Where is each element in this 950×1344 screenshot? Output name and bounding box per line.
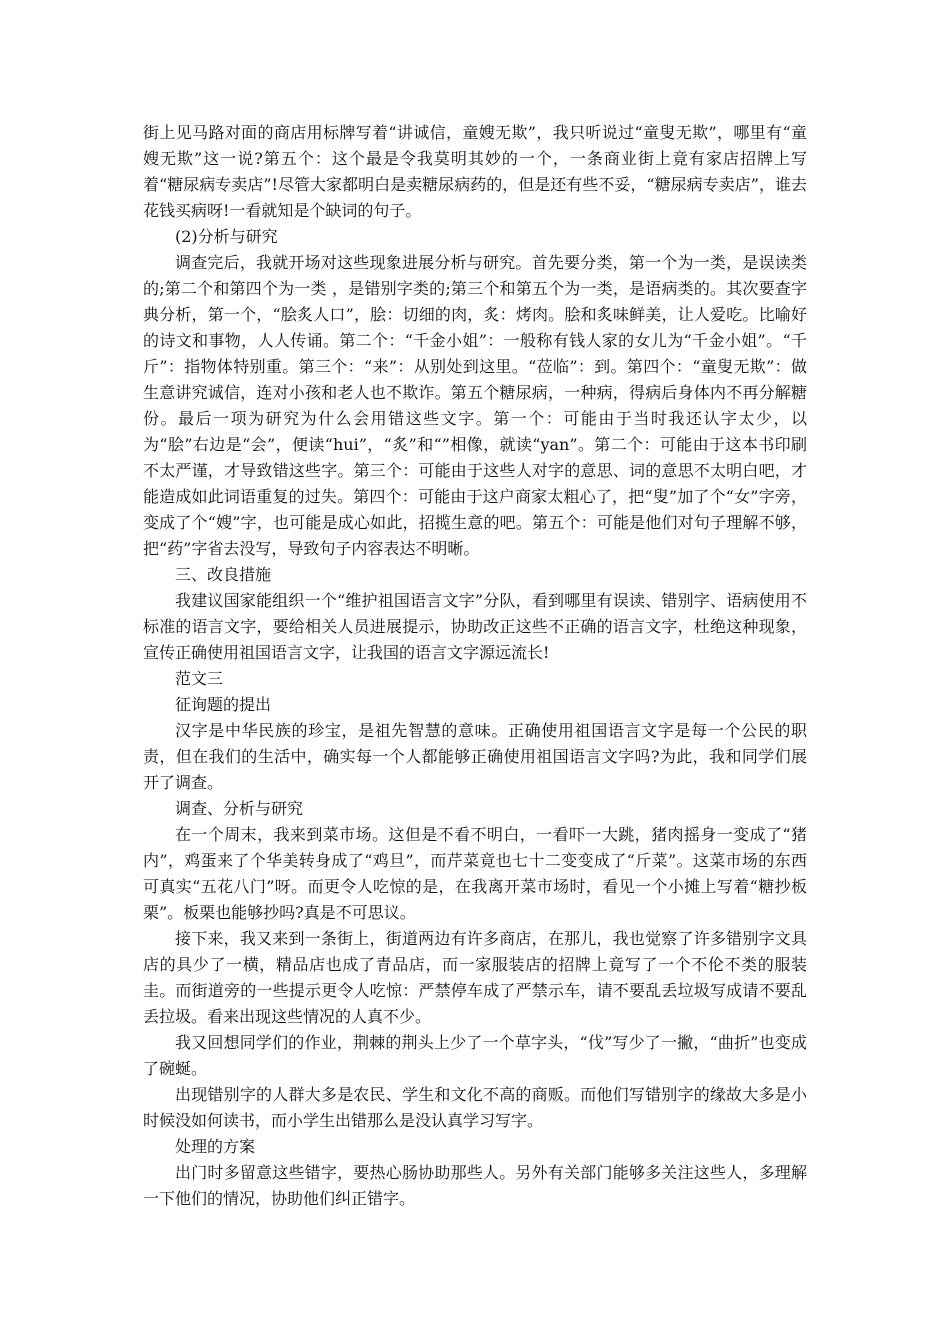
paragraph-market: 在一个周末，我来到菜市场。这但是不看不明白，一看吓一大跳，猪肉摇身一变成了“猪内”，鸡蛋来了个华美转身成了“鸡旦”，而芹菜竟也七十二变变成了“斤菜”。这菜市场的东西可真实“五花八门”呀。而更令人吃惊的是，在我离开菜市场时，看见一个小摊上写着“糖抄板栗”。板栗也能够抄吗?真是不可思议。	[143, 825, 807, 922]
paragraph-continued-survey: 街上见马路对面的商店用标牌写着“讲诚信，童嫂无欺”，我只听说过“童叟无欺”，哪里有“童嫂无欺”这一说?第五个：这个最是令我莫明其妙的一个，一条商业街上竟有家店招牌上写着“糖尿病专卖店”!尽管大家都明白是卖糖尿病药的，但是还有些不妥，“糖尿病专卖店”，谁去花钱买病呀!一看就知是个缺词的句子。	[143, 123, 807, 220]
paragraph-analysis: 调查完后，我就开场对这些现象进展分析与研究。首先要分类，第一个为一类，是误读类的;第二个和第四个为一类 ，是错别字类的;第三个和第五个为一类，是语病类的。其次要查字典分析，第一个，“脍炙人口”，脍：切细的肉，炙：烤肉。脍和炙味鲜美，让人爱吃。比喻好的诗文和事物，人人传诵。第二个：“千金小姐”：一般称有钱人家的女儿为“千金小姐”。“千斤”：指物体特别重。第三个：“来”：从别处到这里。“莅临”：到。第四个：“童叟无欺”：做生意讲究诚信，连对小孩和老人也不欺诈。第五个糖尿病，一种病，得病后身体内不再分解糖份。最后一项为研究为什么会用错这些文字。第一个：可能由于当时我还认字太少，以为“脍”右边是“会”，便读“hui”，“炙”和“”相像，就读“yan”。第二个：可能由于这本书印刷不太严谨，才导致错这些字。第三个：可能由于这些人对字的意思、词的意思不太明白吧，才能造成如此词语重复的过失。第四个：可能由于这户商家太粗心了，把“叟”加了个“女”字旁，变成了个“嫂”字，也可能是成心如此，招揽生意的吧。第五个：可能是他们对句子理解不够，把“药”字省去没写，导致句子内容表达不明晰。	[143, 253, 807, 558]
heading-sample-three: 范文三	[175, 669, 224, 688]
heading-solution: 处理的方案	[175, 1137, 256, 1156]
heading-survey: 调查、分析与研究	[175, 799, 304, 818]
paragraph-improvement: 我建议国家能组织一个“维护祖国语言文字”分队，看到哪里有误读、错别字、语病使用不标准的语言文字，要给相关人员进展提示，协助改正这些不正确的语言文字，杜绝这种现象，宣传正确使用祖国语言文字，让我国的语言文字源远流长!	[143, 591, 807, 662]
document-page	[143, 120, 807, 1212]
paragraph-solution: 出门时多留意这些错字，要热心肠协助那些人。另外有关部门能够多关注这些人，多理解一下他们的情况，协助他们纠正错字。	[143, 1163, 807, 1208]
paragraph-homework: 我又回想同学们的作业，荆棘的荆头上少了一个草字头，“伐”写少了一撇，“曲折”也变成了碗蜒。	[143, 1033, 807, 1078]
paragraph-street: 接下来，我又来到一条街上，街道两边有许多商店，在那儿，我也觉察了许多错别字文具店的具少了一横，精品店也成了青品店，而一家服装店的招牌上竟写了一个不伦不类的服装圭。而街道旁的一些提示更令人吃惊：严禁停车成了严禁示车，请不要乱丢垃圾写成请不要乱丢拉圾。看来出现这些情况的人真不少。	[143, 929, 807, 1026]
paragraph-question: 汉字是中华民族的珍宝，是祖先智慧的意味。正确使用祖国语言文字是每一个公民的职责，但在我们的生活中，确实每一个人都能够正确使用祖国语言文字吗?为此，我和同学们展开了调查。	[143, 721, 807, 792]
paragraph-causes: 出现错别字的人群大多是农民、学生和文化不高的商贩。而他们写错别字的缘故大多是小时候没如何读书，而小学生出错那么是没认真学习写字。	[143, 1085, 807, 1130]
heading-question: 征询题的提出	[175, 695, 272, 714]
heading-analysis: (2)分析与研究	[175, 227, 278, 246]
heading-improvement: 三、改良措施	[175, 565, 272, 584]
